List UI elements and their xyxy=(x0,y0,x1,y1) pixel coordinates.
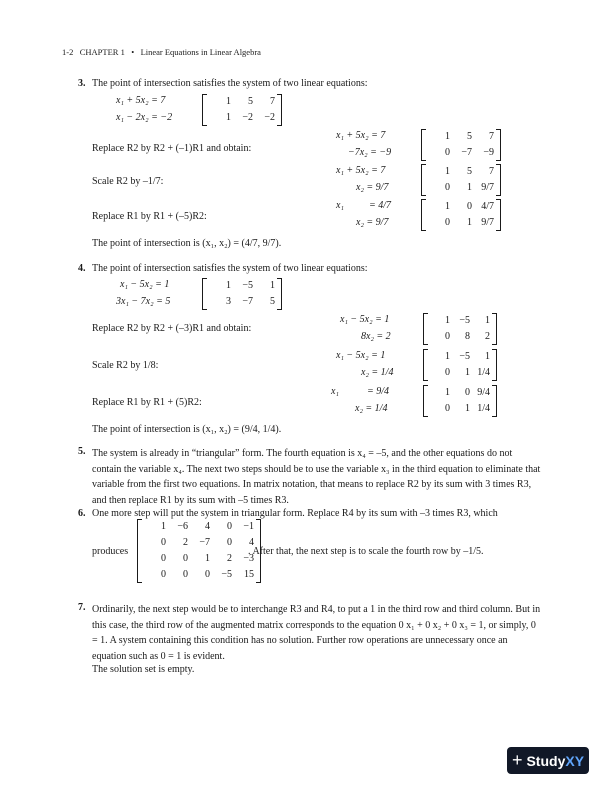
matrix-entry: 0 xyxy=(183,553,188,564)
matrix-entry: 7 xyxy=(489,166,494,177)
matrix-entry: 0 xyxy=(445,367,450,378)
problem-5-number: 5. xyxy=(78,446,86,457)
matrix-entry: 1 xyxy=(226,112,231,123)
problem-6-number: 6. xyxy=(78,508,86,519)
matrix-entry: 1 xyxy=(485,351,490,362)
matrix-entry: 1 xyxy=(445,201,450,212)
matrix-entry: 1 xyxy=(465,367,470,378)
matrix-entry: 0 xyxy=(161,537,166,548)
p3-system1-eq1: x₁ + 5x₂ = 7 xyxy=(336,130,386,141)
matrix-entry: 9/7 xyxy=(481,217,494,228)
p3-system1-eq2: −7x₂ = −9 xyxy=(348,147,392,158)
header-bullet: • xyxy=(131,47,135,57)
running-header xyxy=(62,47,261,57)
p4-matrix1 xyxy=(423,313,497,345)
chapter-title: Linear Equations in Linear Algebra xyxy=(140,47,261,57)
matrix-entry: 7 xyxy=(489,131,494,142)
matrix-entry: 2 xyxy=(485,331,490,342)
matrix-entry: 0 xyxy=(183,569,188,580)
p4-system1-eq1: x₁ − 5x₂ = 1 xyxy=(340,314,390,325)
matrix-entry: 4 xyxy=(249,537,254,548)
matrix-entry: −7 xyxy=(199,537,210,548)
p3-step3-text: Replace R1 by R1 + (–5)R2: xyxy=(92,211,207,222)
matrix-entry: 0 xyxy=(445,331,450,342)
matrix-entry: 0 xyxy=(445,403,450,414)
matrix-entry: 0 xyxy=(465,387,470,398)
p3-step1-text: Replace R2 by R2 + (–1)R1 and obtain: xyxy=(92,143,252,154)
p4-system3-eq1-rhs: = 9/4 xyxy=(367,386,390,397)
p3-system2-eq1: x₁ + 5x₂ = 7 xyxy=(336,165,386,176)
matrix-entry: 3 xyxy=(226,296,231,307)
matrix-entry: 0 xyxy=(445,147,450,158)
matrix-entry: 0 xyxy=(467,201,472,212)
matrix-entry: 2 xyxy=(227,553,232,564)
matrix-entry: −2 xyxy=(242,112,253,123)
p3-system2-eq2: x₂ = 9/7 xyxy=(356,182,389,193)
problem-3-number: 3. xyxy=(78,78,86,89)
matrix-entry: −6 xyxy=(177,521,188,532)
matrix-entry: 0 xyxy=(445,217,450,228)
studyxy-logo[interactable] xyxy=(507,747,589,774)
matrix-entry: 15 xyxy=(244,569,254,580)
matrix-entry: 4 xyxy=(205,521,210,532)
matrix-entry: 1 xyxy=(226,96,231,107)
p4-step2-text: Scale R2 by 1/8: xyxy=(92,360,159,371)
problem-7-text: Ordinarily, the next step would be to interchange R3 and R4, to put a 1 in the third row and third column. But in this case, the third row of the augmented matrix corresponds to the equation 0 x₁ + 0 x₂ + 0 x₃ = 1, or simply, 0 = 1. A system containing this condition has no solution. Further row operations are unnecessary once an equation such as 0 = 1 is evident. xyxy=(92,604,541,662)
page-number: 1-2 xyxy=(62,47,74,57)
problem-5-text: The system is already in “triangular” form. The fourth equation is x₄ = –5, and the other equations do not contain the variable x₄. The next two steps should be to use the variable x₃ in the third equation to eliminate that variable from the first two equations. In matrix notation, that means to replace R2 by its sum with 3 times R3, and then replace R1 by its sum with –5 times R3. xyxy=(92,448,541,506)
p4-matrix0 xyxy=(202,278,282,310)
matrix-entry: 0 xyxy=(161,569,166,580)
matrix-entry: 0 xyxy=(227,521,232,532)
matrix-entry: −9 xyxy=(483,147,494,158)
matrix-entry: 1 xyxy=(445,131,450,142)
p3-system3-eq2: x₂ = 9/7 xyxy=(356,217,389,228)
matrix-entry: 5 xyxy=(248,96,253,107)
p3-system0-eq1: x₁ + 5x₂ = 7 xyxy=(116,95,166,106)
problem-6-produces: produces xyxy=(92,546,129,557)
p3-matrix1 xyxy=(421,129,501,161)
matrix-entry: 5 xyxy=(270,296,275,307)
matrix-entry: 5 xyxy=(467,131,472,142)
p4-system0-eq1: x₁ − 5x₂ = 1 xyxy=(120,279,170,290)
p3-matrix3 xyxy=(421,199,501,231)
p3-system3-eq1-rhs: = 4/7 xyxy=(369,200,392,211)
matrix-entry: 5 xyxy=(467,166,472,177)
logo-accent: XY xyxy=(565,752,585,769)
matrix-entry: 0 xyxy=(205,569,210,580)
p4-system3-x1: x₁ xyxy=(331,386,339,397)
matrix-entry: 0 xyxy=(161,553,166,564)
plus-icon: + xyxy=(511,750,523,770)
p3-matrix0 xyxy=(202,94,282,126)
matrix-entry: 1 xyxy=(465,403,470,414)
problem-4-intro: The point of intersection satisfies the system of two linear equations: xyxy=(92,263,368,274)
p3-step2-text: Scale R2 by –1/7: xyxy=(92,176,164,187)
problem-6-after: . After that, the next step is to scale the fourth row by –1/5. xyxy=(248,546,484,557)
matrix-entry: 1 xyxy=(205,553,210,564)
matrix-entry: −5 xyxy=(242,280,253,291)
chapter-label: CHAPTER 1 xyxy=(79,47,125,57)
matrix-entry: 9/4 xyxy=(477,387,490,398)
p3-matrix2 xyxy=(421,164,501,196)
matrix-entry: 1 xyxy=(226,280,231,291)
matrix-entry: 7 xyxy=(270,96,275,107)
p6-matrix xyxy=(137,519,261,583)
matrix-entry: −1 xyxy=(243,521,254,532)
p4-system3-eq2: x₂ = 1/4 xyxy=(355,403,388,414)
matrix-entry: 1 xyxy=(445,351,450,362)
matrix-entry: 1 xyxy=(485,315,490,326)
matrix-entry: 1/4 xyxy=(477,403,490,414)
logo-text: Study xyxy=(526,752,566,769)
p4-system2-eq1: x₁ − 5x₂ = 1 xyxy=(336,350,386,361)
matrix-entry: −5 xyxy=(459,315,470,326)
matrix-entry: 1 xyxy=(445,315,450,326)
matrix-entry: 2 xyxy=(183,537,188,548)
matrix-entry: 0 xyxy=(227,537,232,548)
p3-system3-x1: x₁ xyxy=(336,200,344,211)
matrix-entry: 1 xyxy=(467,217,472,228)
matrix-entry: 8 xyxy=(465,331,470,342)
matrix-entry: 1 xyxy=(161,521,166,532)
problem-3-intro: The point of intersection satisfies the system of two linear equations: xyxy=(92,78,368,89)
matrix-entry: 9/7 xyxy=(481,182,494,193)
p4-matrix3 xyxy=(423,385,497,417)
matrix-entry: −2 xyxy=(264,112,275,123)
problem-7-conclusion: The solution set is empty. xyxy=(92,664,195,675)
matrix-entry: 1/4 xyxy=(477,367,490,378)
p4-result: The point of intersection is (x₁, x₂) = (9/4, 1/4). xyxy=(92,424,282,435)
matrix-entry: 4/7 xyxy=(481,201,494,212)
matrix-entry: −7 xyxy=(461,147,472,158)
matrix-entry: −5 xyxy=(221,569,232,580)
matrix-entry: 1 xyxy=(445,387,450,398)
matrix-entry: −5 xyxy=(459,351,470,362)
matrix-entry: 0 xyxy=(445,182,450,193)
matrix-entry: −3 xyxy=(243,553,254,564)
matrix-entry: 1 xyxy=(270,280,275,291)
problem-7-number: 7. xyxy=(78,602,86,613)
p3-system0-eq2: x₁ − 2x₂ = −2 xyxy=(116,112,173,123)
matrix-entry: 1 xyxy=(445,166,450,177)
p4-system2-eq2: x₂ = 1/4 xyxy=(361,367,394,378)
p3-result: The point of intersection is (x₁, x₂) = (4/7, 9/7). xyxy=(92,238,282,249)
matrix-entry: 1 xyxy=(467,182,472,193)
p4-step1-text: Replace R2 by R2 + (–3)R1 and obtain: xyxy=(92,323,252,334)
p4-matrix2 xyxy=(423,349,497,381)
problem-4-number: 4. xyxy=(78,263,86,274)
p4-system0-eq2: 3x₁ − 7x₂ = 5 xyxy=(116,296,171,307)
p4-system1-eq2: 8x₂ = 2 xyxy=(361,331,391,342)
p4-step3-text: Replace R1 by R1 + (5)R2: xyxy=(92,397,202,408)
problem-6-text: One more step will put the system in triangular form. Replace R4 by its sum with –3 times R3, which xyxy=(92,508,498,519)
matrix-entry: −7 xyxy=(242,296,253,307)
